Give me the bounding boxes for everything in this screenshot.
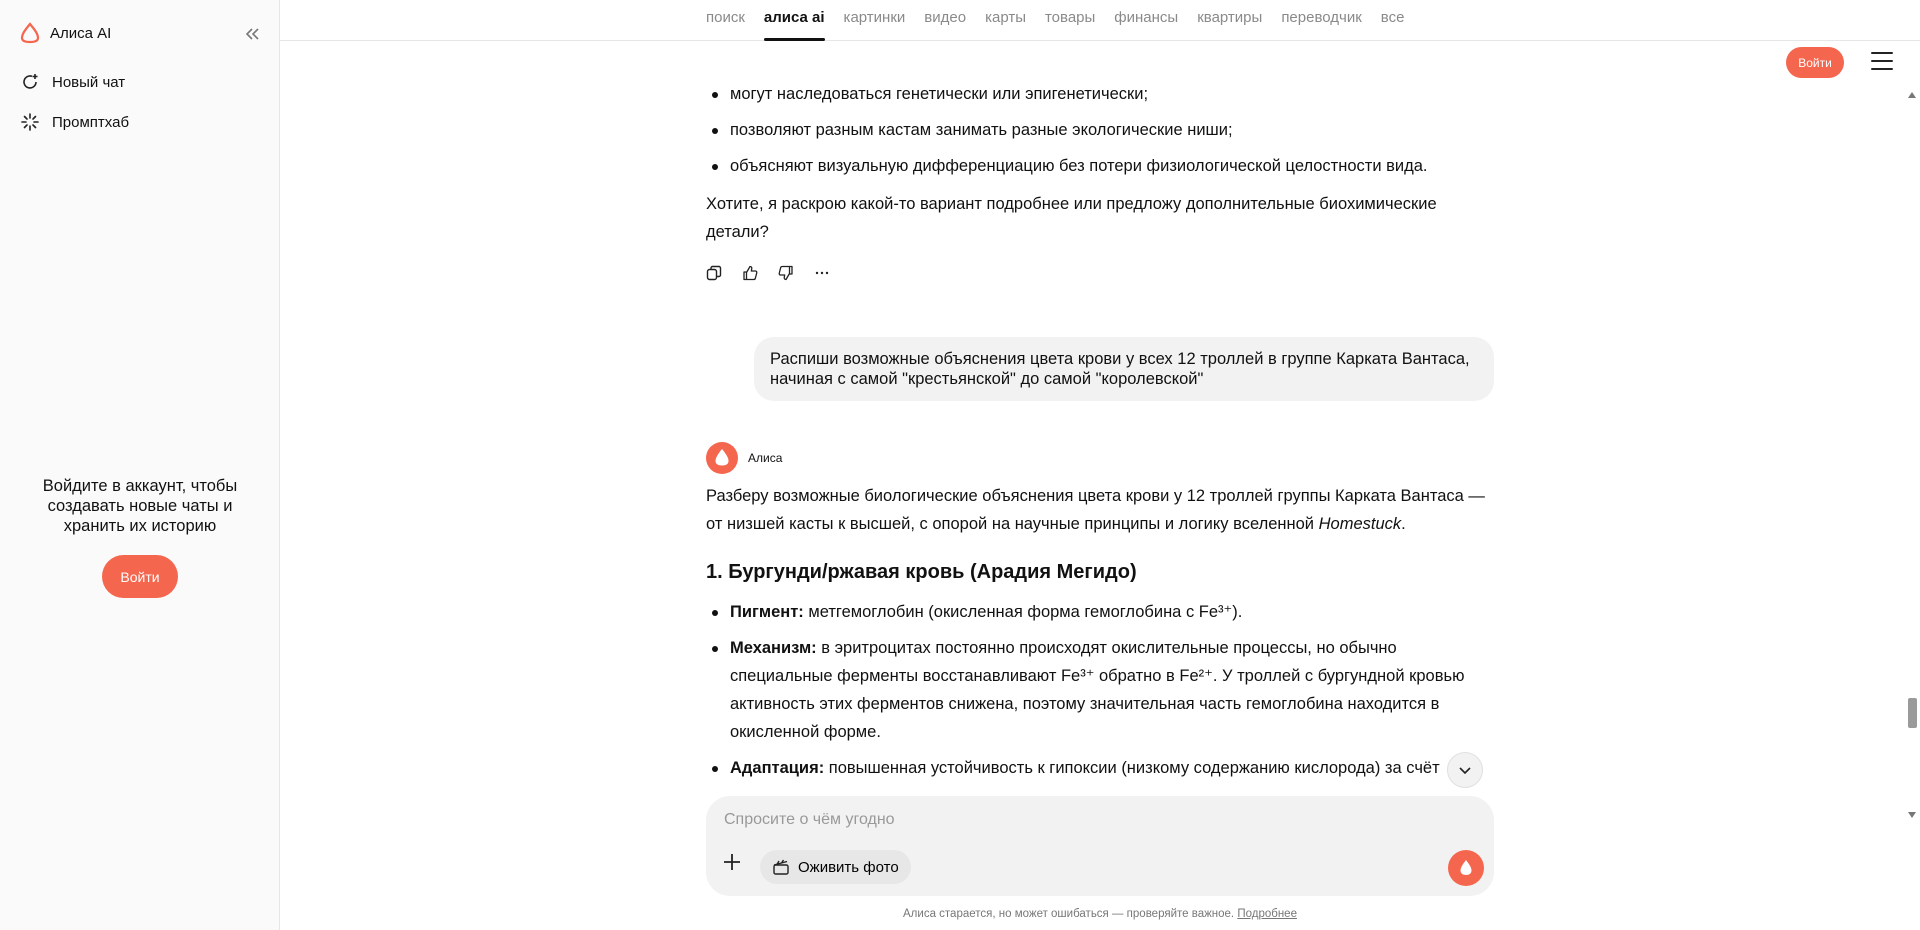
sidebar-item-label: Новый чат <box>52 73 126 91</box>
prompt-input[interactable] <box>724 808 1424 832</box>
message-actions <box>706 264 1496 282</box>
item-label: Пигмент: <box>730 603 804 621</box>
scrollbar-thumb[interactable] <box>1908 698 1917 728</box>
sidebar <box>0 0 280 930</box>
clapperboard-icon <box>772 858 790 876</box>
assistant-answer <box>706 482 1496 790</box>
previous-answer <box>706 80 1496 282</box>
item-text: метгемоглобин (окисленная форма гемоглобина с Fe³⁺). <box>803 603 1243 621</box>
brand[interactable] <box>20 22 111 44</box>
new-chat-icon <box>20 72 40 92</box>
tab-5[interactable]: товары <box>1044 9 1096 26</box>
tab-6[interactable]: финансы <box>1114 9 1179 26</box>
alice-avatar-icon <box>706 442 738 474</box>
brand-label: Алиса AI <box>50 24 112 42</box>
login-prompt: Войдите в аккаунт, чтобы создавать новые чаты и хранить их историю <box>42 477 238 535</box>
menu-icon[interactable] <box>1871 52 1893 72</box>
intro-emphasis: Homestuck <box>1318 515 1402 533</box>
scroll-up-arrow-icon[interactable] <box>1908 92 1916 98</box>
tab-1[interactable]: алиса ai <box>764 0 825 41</box>
send-button[interactable] <box>1448 850 1484 886</box>
sidebar-item-label: Промптхаб <box>52 113 130 131</box>
scroll-down-button[interactable] <box>1447 752 1483 788</box>
scroll-down-arrow-icon[interactable] <box>1908 812 1916 818</box>
animate-photo-button[interactable] <box>760 850 911 884</box>
assistant-header <box>706 442 782 474</box>
section-title: 1. Бургунди/ржавая кровь (Арадия Мегидо) <box>706 561 1137 583</box>
intro-end: . <box>1401 515 1406 533</box>
sidebar-item-new-chat[interactable] <box>20 72 125 92</box>
closing-question: Хотите, я раскрою какой-то вариант подробнее или предложу дополнительные биохимические детали? <box>706 195 1437 241</box>
animate-photo-label: Оживить фото <box>798 858 899 876</box>
tab-4[interactable]: карты <box>985 9 1026 26</box>
tab-7[interactable]: квартиры <box>1197 9 1263 26</box>
item-label: Адаптация: <box>730 759 825 777</box>
sparkle-icon <box>20 112 40 132</box>
chevron-down-icon <box>1457 762 1473 778</box>
collapse-sidebar-icon[interactable] <box>242 24 262 44</box>
list-item <box>706 754 1496 782</box>
answer-intro <box>706 482 1496 538</box>
item-label: Механизм: <box>730 639 817 657</box>
more-icon[interactable] <box>814 265 830 281</box>
list-item: позволяют разным кастам занимать разные экологические ниши; <box>706 116 1496 144</box>
disclaimer <box>706 908 1494 920</box>
list-item <box>706 634 1496 746</box>
thumbs-down-icon[interactable] <box>778 265 794 281</box>
list-item: объясняют визуальную дифференциацию без потери физиологической целостности вида. <box>706 152 1496 180</box>
more-link[interactable]: Подробнее <box>1237 908 1297 920</box>
scrollbar[interactable] <box>1905 88 1917 820</box>
intro-text: Разберу возможные биологические объяснения цвета крови у 12 троллей группы Карката Вантаса — от низшей касты к высшей, с опорой на научные принципы и логику вселенной <box>706 487 1485 533</box>
composer <box>706 796 1494 896</box>
assistant-name: Алиса <box>748 451 783 465</box>
tab-0[interactable]: поиск <box>706 9 745 26</box>
thumbs-up-icon[interactable] <box>742 265 758 281</box>
add-attachment-icon[interactable] <box>720 850 744 874</box>
item-text: в эритроцитах постоянно происходят окислительные процессы, но обычно специальные ферменты восстанавливают Fe³⁺ обратно в Fe²⁺. У троллей с бургундной кровью активность этих ферментов снижена, поэтому значительная часть гемоглобина находится в окисленной форме. <box>730 639 1465 741</box>
user-message: Распиши возможные объяснения цвета крови у всех 12 троллей в группе Карката Вантаса, начиная с самой "крестьянской" до самой "королевской" <box>754 337 1494 401</box>
copy-icon[interactable] <box>706 265 722 281</box>
alice-logo-icon <box>20 22 40 44</box>
tab-3[interactable]: видео <box>924 9 967 26</box>
tab-8[interactable]: переводчик <box>1281 9 1362 26</box>
sidebar-item-prompthub[interactable] <box>20 112 129 132</box>
item-text: повышенная устойчивость к гипоксии (низкому содержанию кислорода) за счёт <box>824 759 1440 777</box>
tab-2[interactable]: картинки <box>843 9 906 26</box>
header-login-button[interactable]: Войти <box>1786 47 1844 78</box>
disclaimer-text: Алиса старается, но может ошибаться — проверяйте важное. <box>903 908 1235 920</box>
search-tabs <box>280 0 1920 41</box>
tab-9[interactable]: все <box>1380 9 1405 26</box>
sidebar-login-button[interactable]: Войти <box>102 555 178 598</box>
alice-send-icon <box>1455 857 1477 879</box>
list-item: могут наследоваться генетически или эпигенетически; <box>706 80 1496 108</box>
list-item <box>706 598 1496 626</box>
